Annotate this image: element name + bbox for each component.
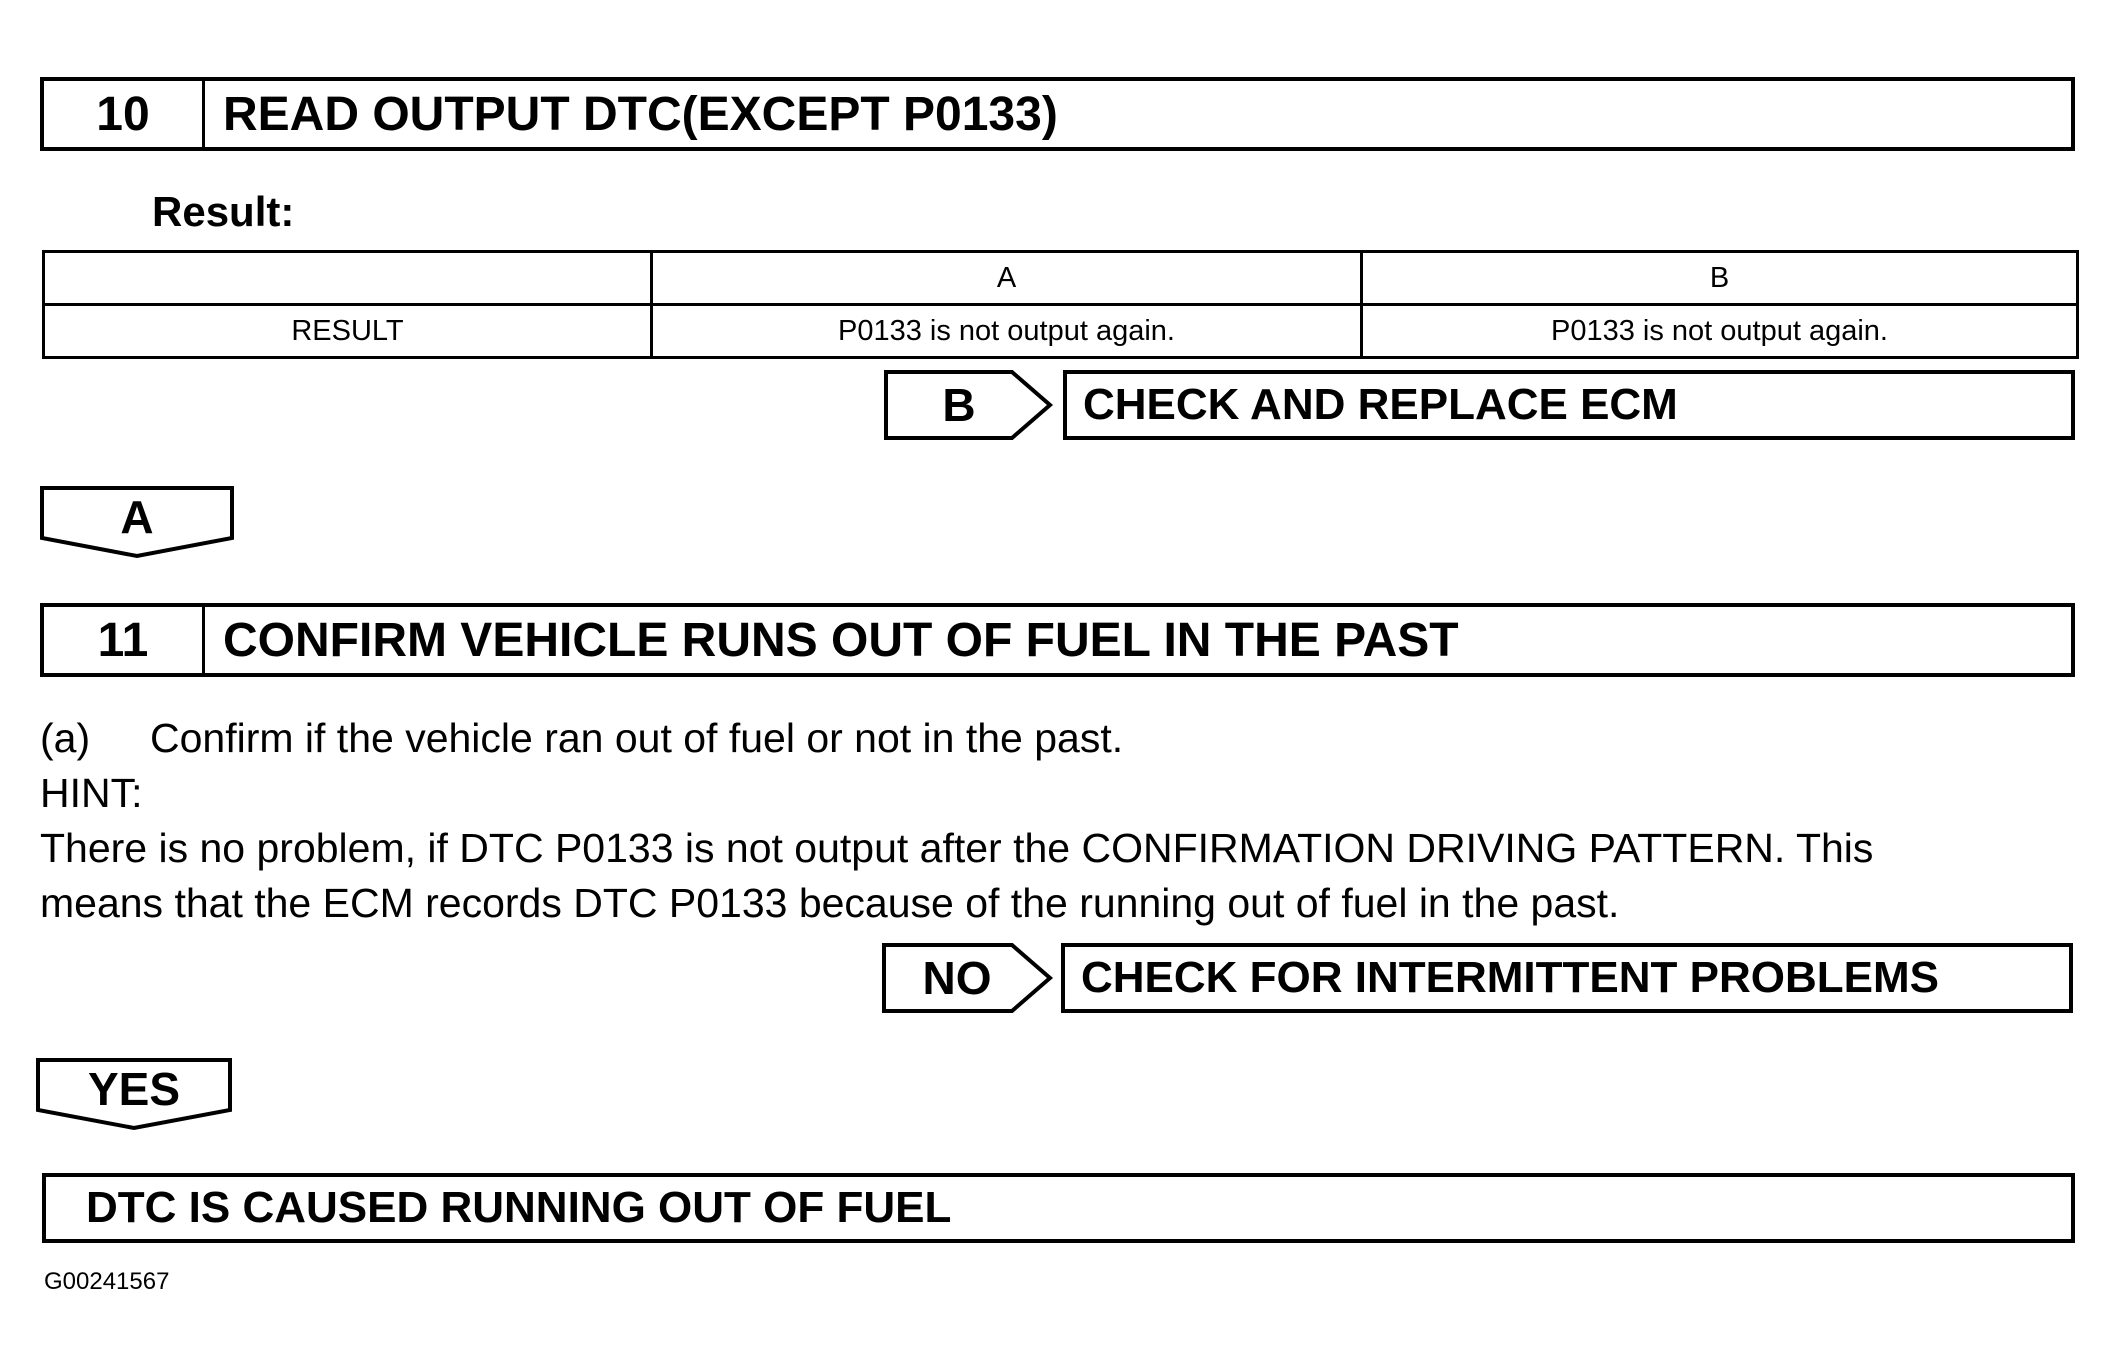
action-box-replace-ecm: CHECK AND REPLACE ECM — [1063, 370, 2075, 440]
table-row — [44, 305, 2078, 358]
branch-tag-label: YES — [87, 1063, 181, 1115]
branch-tag-label: B — [942, 379, 976, 431]
step-title: CONFIRM VEHICLE RUNS OUT OF FUEL IN THE PAST — [223, 613, 1459, 667]
step-item-marker: (a) — [40, 715, 91, 761]
step-title: READ OUTPUT DTC(EXCEPT P0133) — [223, 87, 1058, 141]
step-10-header — [40, 77, 2075, 151]
branch-a-tag — [40, 486, 234, 558]
table-cell: P0133 is not output again. — [652, 305, 1362, 358]
branch-b-arrow — [884, 370, 1054, 440]
branch-tag-label: A — [120, 491, 154, 543]
conclusion-box: DTC IS CAUSED RUNNING OUT OF FUEL — [42, 1173, 2075, 1243]
hint-label: HINT: — [40, 770, 143, 816]
result-label: Result: — [152, 188, 295, 235]
step-number: 10 — [44, 81, 205, 147]
result-table — [42, 250, 2079, 359]
table-cell: RESULT — [44, 305, 652, 358]
hint-text-line: means that the ECM records DTC P0133 because of the running out of fuel in the past. — [40, 880, 1620, 926]
branch-no-arrow — [882, 943, 1054, 1013]
hint-text-line: There is no problem, if DTC P0133 is not output after the CONFIRMATION DRIVING PATTERN. This — [40, 825, 1874, 871]
branch-tag-label: NO — [922, 952, 992, 1004]
table-cell: P0133 is not output again. — [1362, 305, 2078, 358]
figure-id: G00241567 — [44, 1268, 170, 1295]
table-header-cell — [44, 252, 652, 305]
table-header-cell: B — [1362, 252, 2078, 305]
step-number: 11 — [44, 607, 205, 673]
action-box-intermittent-problems: CHECK FOR INTERMITTENT PROBLEMS — [1061, 943, 2073, 1013]
step-item-text: Confirm if the vehicle ran out of fuel or not in the past. — [150, 715, 1124, 761]
table-header-cell: A — [652, 252, 1362, 305]
branch-yes-tag — [36, 1058, 232, 1130]
step-11-header — [40, 603, 2075, 677]
table-header-row — [44, 252, 2078, 305]
